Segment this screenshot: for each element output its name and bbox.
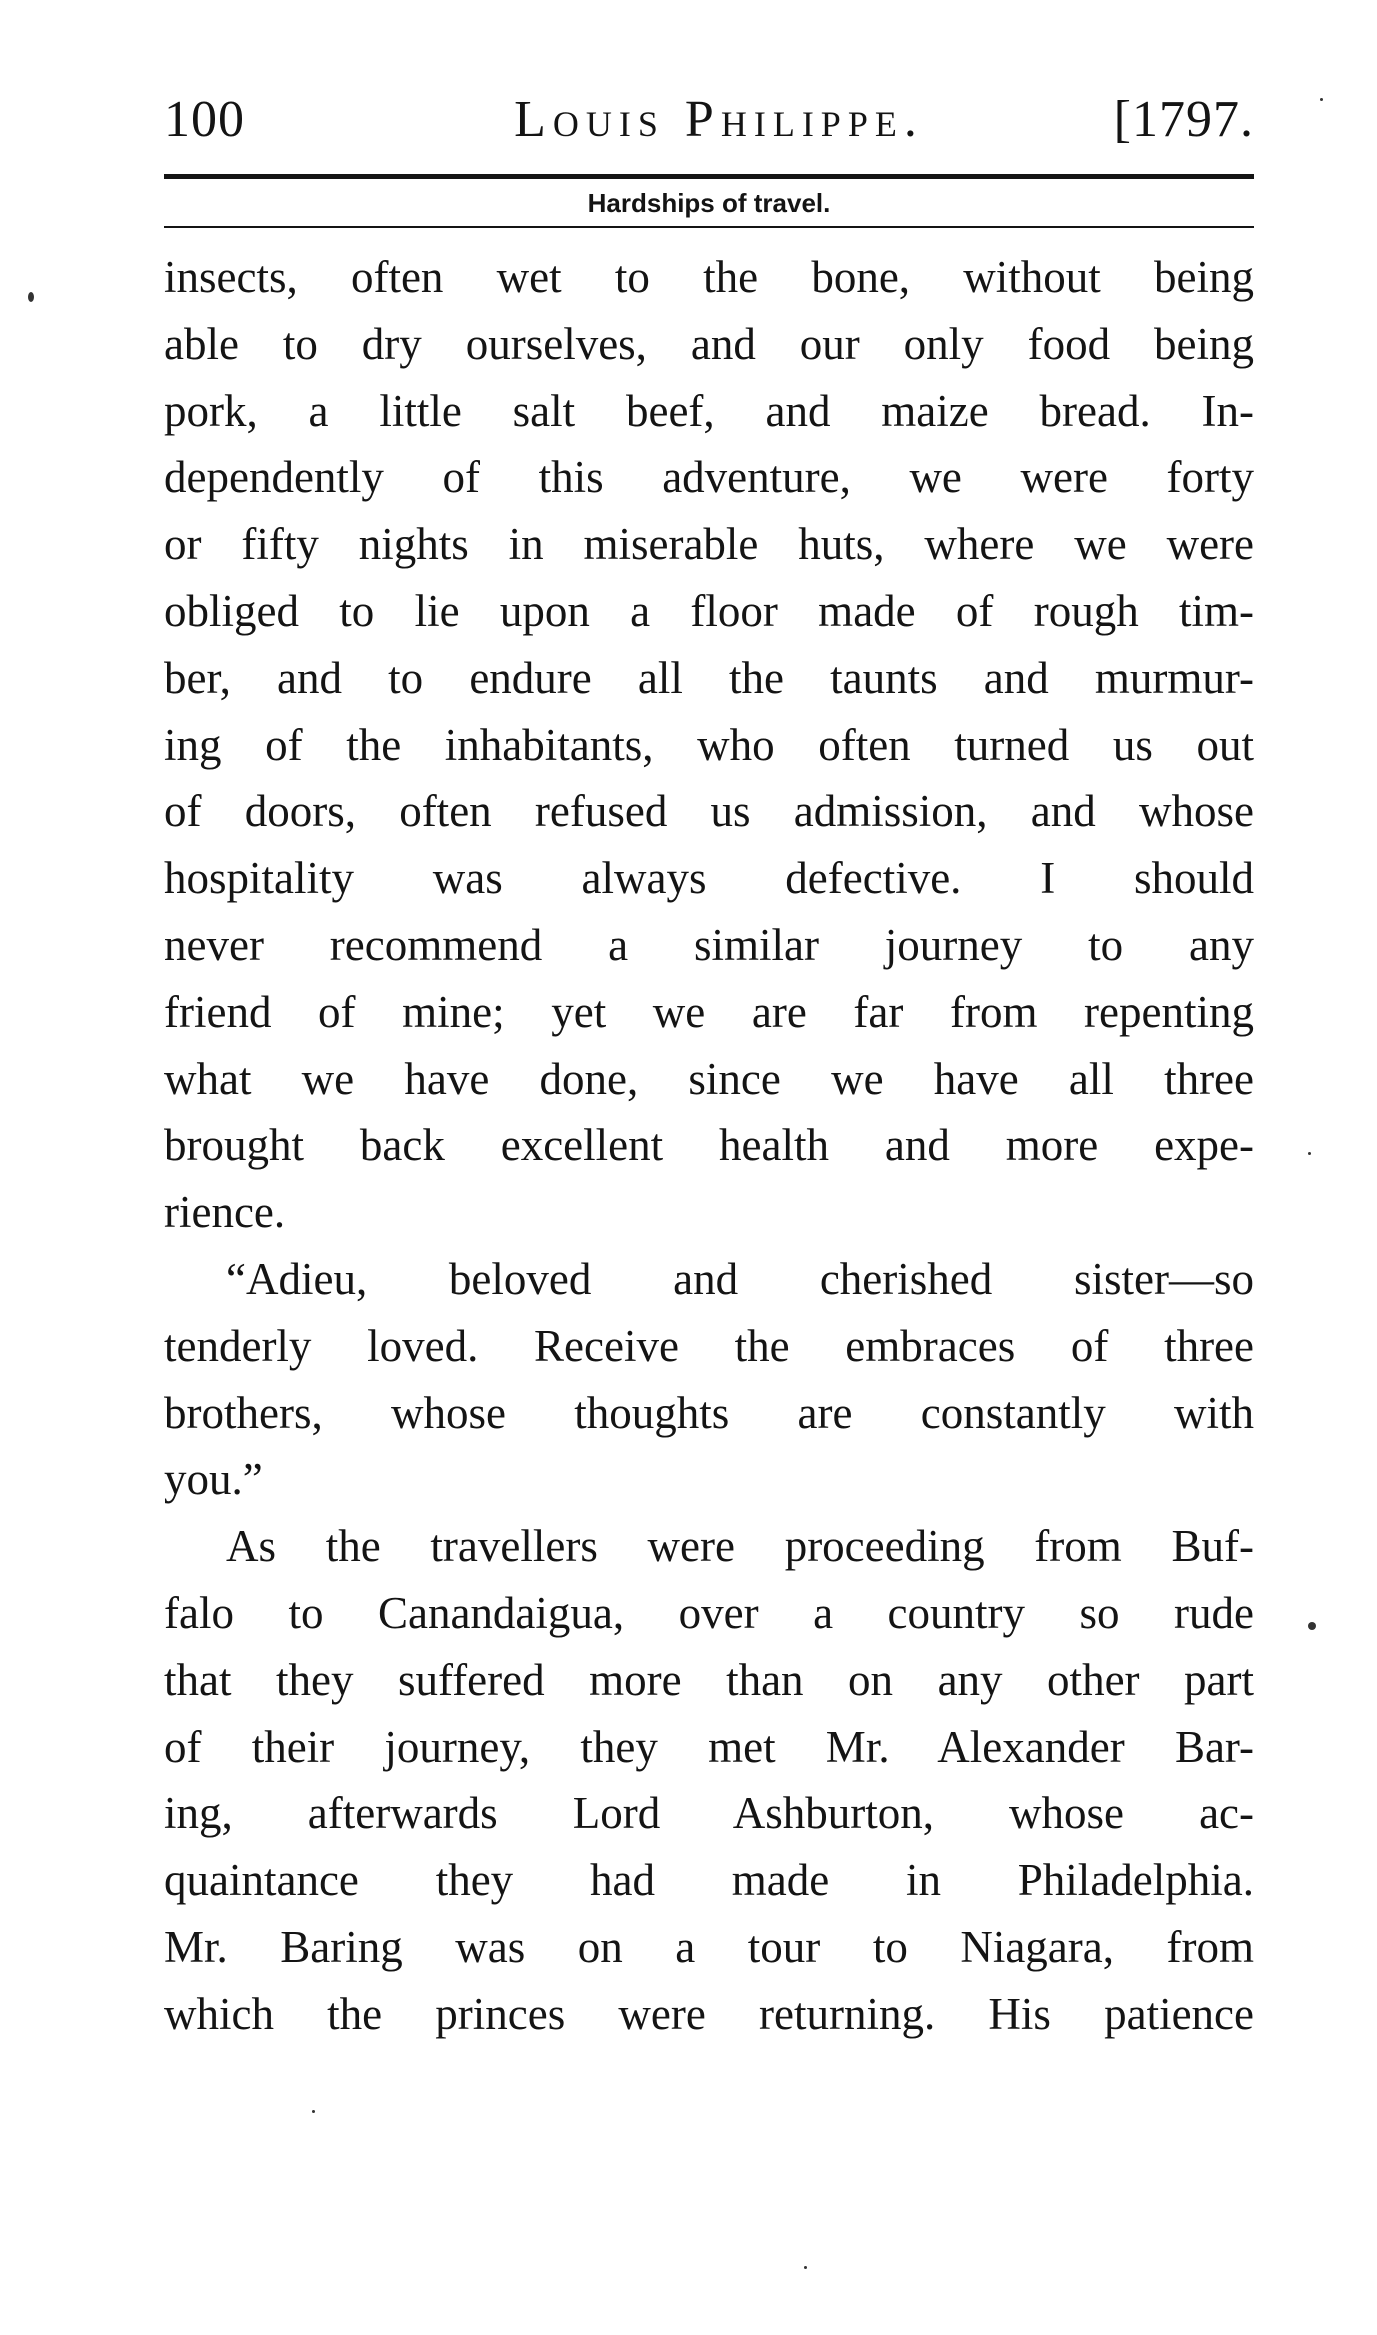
book-title: Louis Philippe. <box>514 91 924 148</box>
text-line: quaintance they had made in Philadelphia. <box>164 1855 1254 1906</box>
text-line: ing, afterwards Lord Ashburton, whose ac- <box>164 1788 1254 1839</box>
scan-speck <box>1308 1152 1311 1155</box>
text-line: As the travellers were proceeding from Buf- <box>226 1521 1254 1572</box>
text-line: or fifty nights in miserable huts, where we were <box>164 519 1254 570</box>
header-rule <box>164 174 1254 179</box>
running-head <box>164 80 1254 160</box>
scan-speck <box>1320 98 1323 101</box>
scan-speck <box>28 292 34 302</box>
book-page <box>164 80 1254 2048</box>
text-line: tenderly loved. Receive the embraces of three <box>164 1320 1254 1371</box>
text-line: obliged to lie upon a floor made of rough tim- <box>164 585 1254 636</box>
page-number: 100 <box>164 91 245 148</box>
text-line: that they suffered more than on any other part <box>164 1654 1254 1705</box>
subheading-rule <box>164 226 1254 228</box>
text-line: insects, often wet to the bone, without being <box>164 252 1254 302</box>
text-line: of doors, often refused us admission, and whose <box>164 786 1254 837</box>
text-line: dependently of this adventure, we were forty <box>164 452 1254 503</box>
scan-speck <box>312 2110 315 2113</box>
chapter-year: [1797. <box>1113 91 1254 148</box>
text-line: which the princes were returning. His patience <box>164 1988 1254 2039</box>
text-line: ber, and to endure all the taunts and murmur- <box>164 652 1254 703</box>
text-line: “Adieu, beloved and cherished sister—so <box>226 1253 1254 1304</box>
text-line: ing of the inhabitants, who often turned us out <box>164 719 1254 770</box>
text-line: you.” <box>164 1454 263 1505</box>
text-line: falo to Canandaigua, over a country so rude <box>164 1587 1254 1638</box>
text-line: brought back excellent health and more expe- <box>164 1120 1254 1171</box>
text-line: rience. <box>164 1187 286 1238</box>
text-line: never recommend a similar journey to any <box>164 919 1254 970</box>
text-line: pork, a little salt beef, and maize bread. In- <box>164 385 1254 436</box>
body-text <box>164 244 1254 2048</box>
text-line: able to dry ourselves, and our only food being <box>164 318 1254 369</box>
text-line: what we have done, since we have all three <box>164 1053 1254 1104</box>
text-line: hospitality was always defective. I should <box>164 853 1254 904</box>
text-line: Mr. Baring was on a tour to Niagara, from <box>164 1921 1254 1972</box>
text-line: brothers, whose thoughts are constantly with <box>164 1387 1254 1438</box>
scan-speck <box>804 2266 807 2269</box>
text-line: of their journey, they met Mr. Alexander Bar- <box>164 1721 1254 1772</box>
text-line: friend of mine; yet we are far from repenting <box>164 986 1254 1037</box>
scan-speck <box>1308 1622 1316 1630</box>
section-subheading: Hardships of travel. <box>587 188 831 218</box>
